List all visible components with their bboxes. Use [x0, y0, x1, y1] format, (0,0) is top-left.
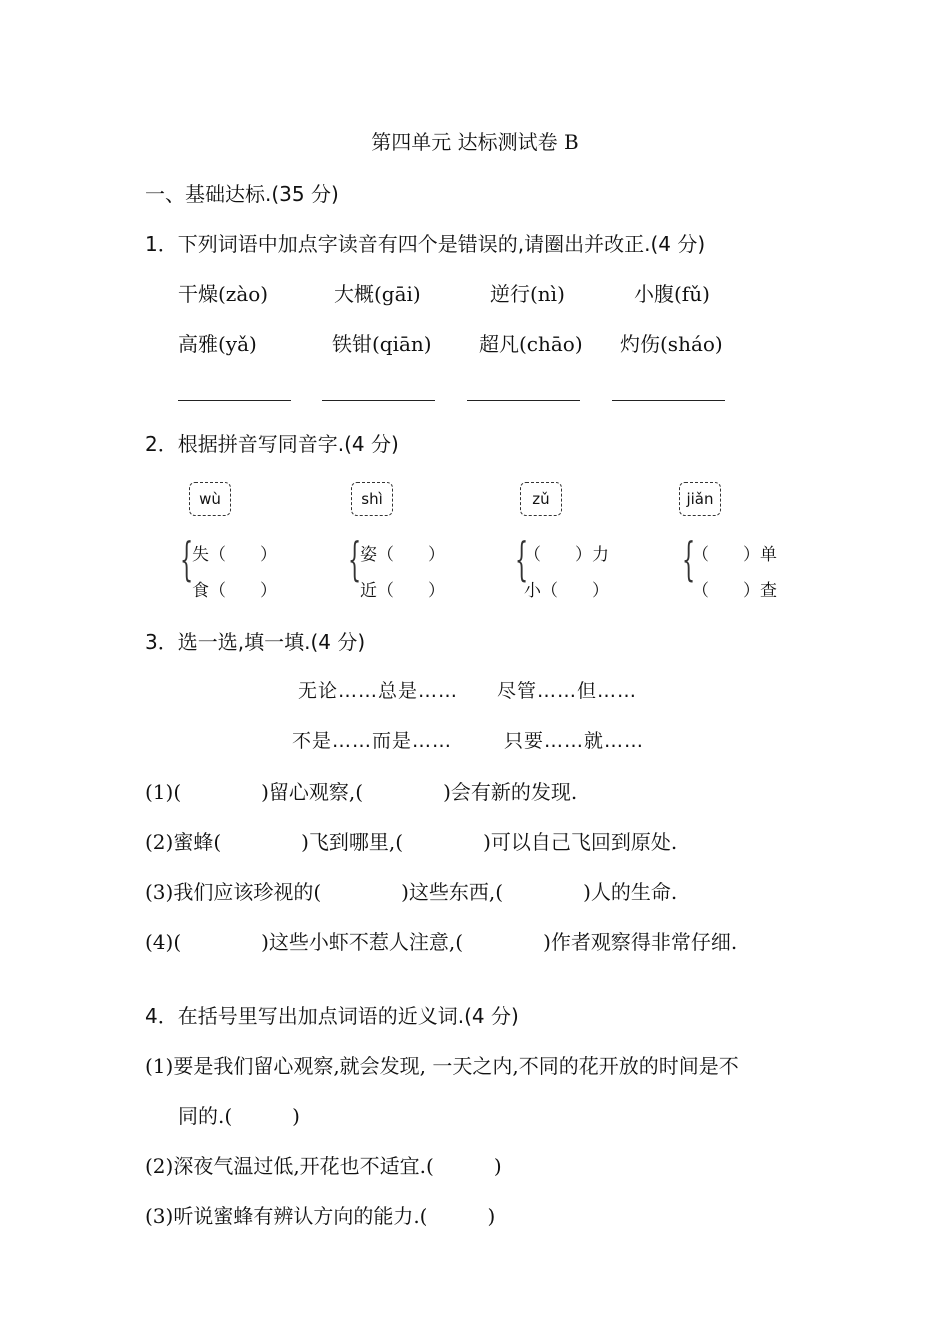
q3-item: (4)( )这些小虾不惹人注意,( )作者观察得非常仔细.: [145, 930, 738, 954]
q1-word: 逆行(nì): [490, 282, 565, 306]
q2-blank-item[interactable]: 近（ ）: [360, 581, 445, 601]
q1-word: 大概(gāi): [334, 282, 421, 306]
q2-blank-item[interactable]: （ ）查: [692, 581, 777, 601]
answer-blank[interactable]: [178, 400, 291, 401]
option: 不是……而是……: [292, 730, 453, 752]
q4-item: (1)要是我们留心观察,就会发现, 一天之内,不同的花开放的时间是不: [145, 1054, 739, 1078]
q2-blank-item[interactable]: （ ）力: [524, 545, 609, 565]
pinyin-box: shì: [351, 482, 393, 516]
q2-blank-item[interactable]: （ ）单: [692, 545, 777, 565]
question-1-label: 1．下列词语中加点字读音有四个是错误的,请圈出并改正.(4 分): [145, 232, 706, 256]
brace: {: [348, 532, 362, 586]
q3-item: (3)我们应该珍视的( )这些东西,( )人的生命.: [145, 880, 678, 904]
q2-blank-item[interactable]: 姿（ ）: [360, 545, 445, 565]
brace: {: [515, 532, 529, 586]
q3-item: (1)( )留心观察,( )会有新的发现.: [145, 780, 578, 804]
q1-word: 灼伤(sháo): [620, 332, 723, 356]
q4-item: (2)深夜气温过低,开花也不适宜.( ): [145, 1154, 502, 1178]
pinyin-box: wù: [189, 482, 231, 516]
q2-blank-item[interactable]: 失（ ）: [192, 545, 277, 565]
pinyin-box: zǔ: [520, 482, 562, 516]
answer-blank[interactable]: [467, 400, 580, 401]
q1-word: 铁钳(qiān): [332, 332, 432, 356]
q2-blank-item[interactable]: 小（ ）: [524, 581, 609, 601]
q3-item: (2)蜜蜂( )飞到哪里,( )可以自己飞回到原处.: [145, 830, 678, 854]
q1-word: 小腹(fǔ): [634, 282, 710, 306]
pinyin-box: jiǎn: [679, 482, 721, 516]
q1-word: 高雅(yǎ): [178, 332, 257, 356]
brace: {: [682, 532, 696, 586]
option: 尽管……但……: [497, 680, 638, 702]
brace: {: [180, 532, 194, 586]
question-2-label: 2．根据拼音写同音字.(4 分): [145, 432, 399, 456]
answer-blank[interactable]: [322, 400, 435, 401]
q1-word: 干燥(zào): [178, 282, 269, 306]
section-heading: 一、基础达标.(35 分): [145, 182, 339, 206]
q4-item-continuation: 同的.( ): [178, 1104, 300, 1128]
q1-word: 超凡(chāo): [479, 332, 583, 356]
option: 只要……就……: [504, 730, 645, 752]
q2-blank-item[interactable]: 食（ ）: [192, 581, 277, 601]
option: 无论……总是……: [298, 680, 459, 702]
page-title: 第四单元 达标测试卷 B: [371, 130, 579, 154]
question-4-label: 4．在括号里写出加点词语的近义词.(4 分): [145, 1004, 519, 1028]
question-3-label: 3．选一选,填一填.(4 分): [145, 630, 366, 654]
q4-item: (3)听说蜜蜂有辨认方向的能力.( ): [145, 1204, 496, 1228]
answer-blank[interactable]: [612, 400, 725, 401]
